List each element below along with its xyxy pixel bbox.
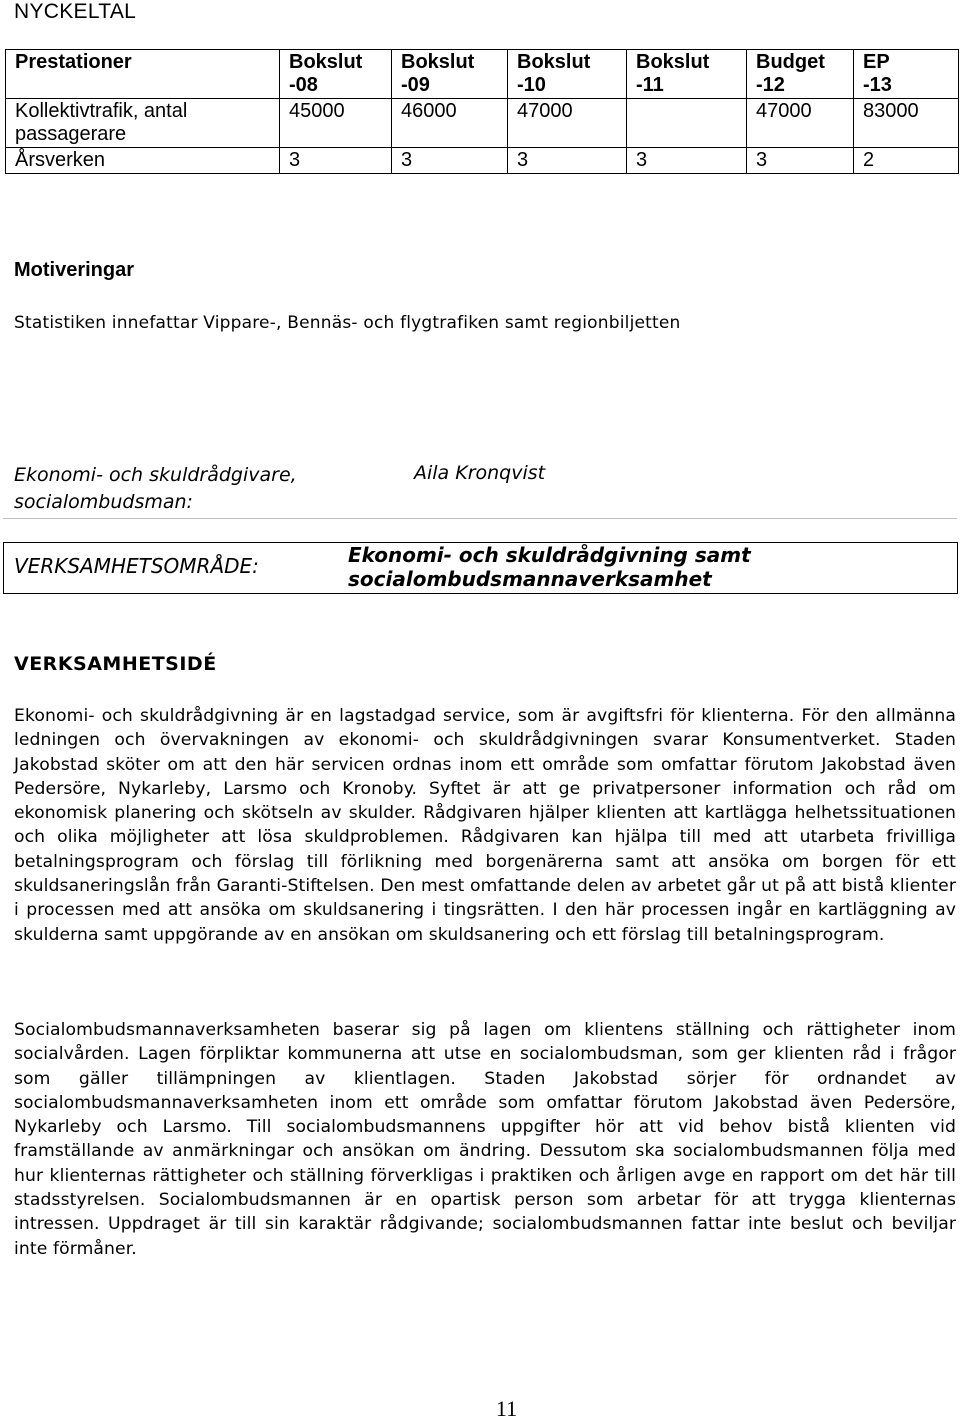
kpi-header-cell: Bokslut -11 [627,50,747,99]
table-cell: 47000 [747,99,854,148]
paragraph: Ekonomi- och skuldrådgivning är en lagstadgad service, som är avgiftsfri för klienterna. För den allmänna ledningen och övervakningen av ekonomi- och skuldrådgivningen svarar Konsumentverket. Staden Jakobstad sköter om att den här servicen ordnas inom ett område som omfattar förutom Jakobstad även Pedersöre, Nykarleby, Larsmo och Kronoby. Syftet är att ge privatpersoner information och råd om ekonomisk planering och skötseln av skulder. Rådgivaren hjälper klienten att kartlägga helhetssituationen och olika möjligheter att lösa skuldproblemen. Rådgivaren kan hjälpa till med att utarbeta frivilliga betalningsprogram och förslag till förlikning med borgenärerna samt att ansöka om borgen för ett skuldsaneringslån från Garanti-Stiftelsen. Den mest omfattande delen av arbetet går ut på att bistå klienter i processen med att ansöka om skuldsanering i tingsrätten. I den här processen ingår en kartläggning av skulderna samt uppgörande av en ansökan om skuldsanering och ett förslag till betalningsprogram. [14,706,956,945]
kpi-header-cell: Bokslut -10 [508,50,627,99]
table-cell: 3 [747,148,854,174]
table-cell: Årsverken [6,148,280,174]
table-cell: 46000 [392,99,508,148]
table-cell: 3 [392,148,508,174]
motiveringar-title: Motiveringar [14,259,135,281]
kpi-header-cell: EP -13 [854,50,959,99]
kpi-header-cell: Bokslut -09 [392,50,508,99]
page-number: 11 [495,1396,518,1421]
activity-area-value: Ekonomi- och skuldrådgivning samt socialombudsmannaverksamhet [348,543,751,591]
table-cell: 3 [627,148,747,174]
table-cell: 3 [508,148,627,174]
page-heading: NYCKELTAL [14,0,137,23]
role-label: Ekonomi- och skuldrådgivare, socialombudsman: [14,464,297,513]
table-row [6,148,959,174]
table-cell: 3 [280,148,392,174]
responsible-person-box [3,452,957,519]
kpi-header-cell: Prestationer [6,50,280,99]
kpi-header-cell: Budget -12 [747,50,854,99]
paragraph: Socialombudsmannaverksamheten baserar sig på lagen om klientens ställning och rättigheter inom socialvården. Lagen förpliktar kommunerna att utse en socialombudsman, som ger klienten råd i frågor som gäller tillämpningen av klientlagen. Staden Jakobstad sörjer för ordnandet av socialombudsmannaverksamheten inom ett område som omfattar förutom Jakobstad även Pedersöre, Nykarleby och Larsmo. Till socialombudsmannens uppgifter hör att vid behov bistå klienten vid framställande av anmärkningar och ansökan om ändring. Dessutom ska socialombudsmannen följa med hur klienternas rättigheter och ställning förverkligas i praktiken och årligen avge en rapport om det här till stadsstyrelsen. Socialombudsmannen är en opartisk person som arbetar för att trygga klienternas intressen. Uppdraget är till sin karaktär rådgivande; socialombudsmannen fattar inte beslut och beviljar inte förmåner. [14,1020,956,1259]
table-cell: 2 [854,148,959,174]
table-cell: 83000 [854,99,959,148]
person-name: Aila Kronqvist [414,462,546,484]
kpi-header-cell: Bokslut -08 [280,50,392,99]
table-cell: 47000 [508,99,627,148]
table-cell: 45000 [280,99,392,148]
motiveringar-text: Statistiken innefattar Vippare-, Bennäs- och flygtrafiken samt regionbiljetten [14,313,681,333]
table-row [6,99,959,148]
table-cell: Kollektivtrafik, antal passagerare [6,99,280,148]
verksamhetside-title: VERKSAMHETSIDÉ [14,653,217,675]
activity-area-box [3,542,958,594]
kpi-table [5,49,959,174]
table-cell [627,99,747,148]
activity-area-label: VERKSAMHETSOMRÅDE: [14,554,259,578]
kpi-header-row [6,50,959,99]
